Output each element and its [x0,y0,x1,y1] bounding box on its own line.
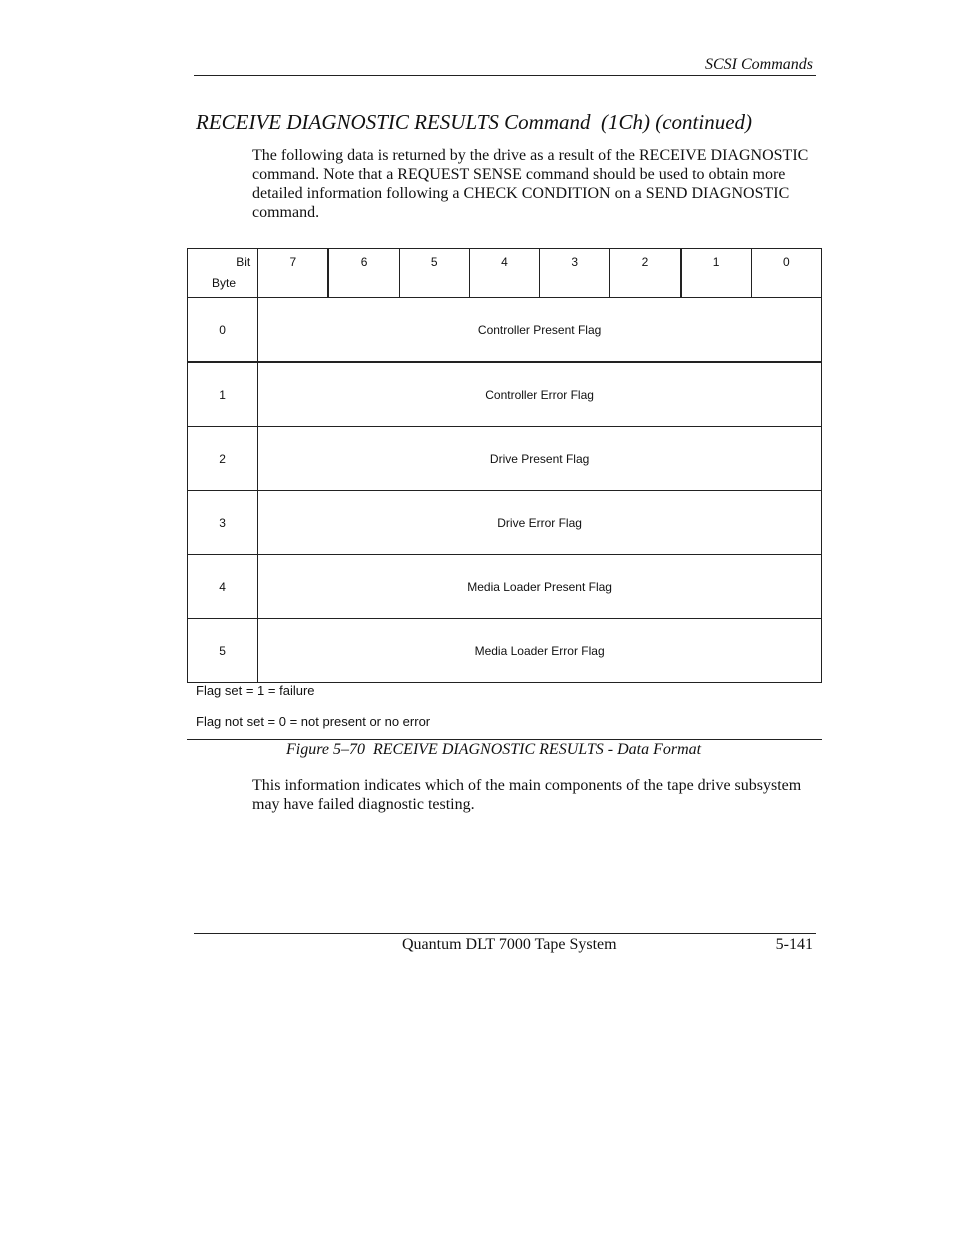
byte-number: 4 [188,555,258,619]
byte-number: 3 [188,491,258,555]
bit-4-header: 4 [469,249,539,298]
table-row [188,298,822,363]
field-name: Media Loader Present Flag [258,555,822,619]
table-row [188,619,822,683]
info-paragraph: This information indicates which of the main components of the tape drive subsystem may have failed diagnostic testing. [252,777,802,813]
field-name: Media Loader Error Flag [258,619,822,683]
header-rule [194,75,816,76]
field-name: Drive Error Flag [258,491,822,555]
bit-label: Bit [236,255,251,269]
data-format-table [187,248,822,683]
byte-number: 2 [188,427,258,491]
byte-number: 0 [188,298,258,363]
bit-6-header: 6 [328,249,399,298]
bit-0-header: 0 [751,249,821,298]
bit-7-header: 7 [258,249,329,298]
section-title: RECEIVE DIAGNOSTIC RESULTS Command (1Ch) (continued) [196,110,753,134]
byte-number: 1 [188,362,258,427]
field-name: Controller Present Flag [258,298,822,363]
bit-2-header: 2 [610,249,681,298]
running-header: SCSI Commands [704,56,813,73]
footer-rule [194,933,816,934]
caption-rule [187,739,822,740]
field-name: Controller Error Flag [258,362,822,427]
bit-5-header: 5 [399,249,469,298]
field-name: Drive Present Flag [258,427,822,491]
table-row [188,555,822,619]
flag-not-set-note: Flag not set = 0 = not present or no error [196,714,431,729]
figure-caption: Figure 5–70 RECEIVE DIAGNOSTIC RESULTS - Data Format [286,741,702,758]
page-number: 5-141 [775,936,813,953]
bit-1-header: 1 [681,249,752,298]
byte-number: 5 [188,619,258,683]
bit-header-row [188,249,822,298]
footer-product: Quantum DLT 7000 Tape System [402,936,617,953]
byte-label: Byte [212,276,237,290]
table-row [188,491,822,555]
table-row [188,427,822,491]
bit-3-header: 3 [540,249,610,298]
table-row [188,362,822,427]
bit-byte-corner-cell [188,249,258,298]
flag-set-note: Flag set = 1 = failure [196,683,315,698]
intro-paragraph: The following data is returned by the drive as a result of the RECEIVE DIAGNOSTIC command. Note that a REQUEST SENSE command should be used to obtain more detailed information following a CHECK CONDITION on a SEND DIAGNOSTIC command. [252,147,809,221]
